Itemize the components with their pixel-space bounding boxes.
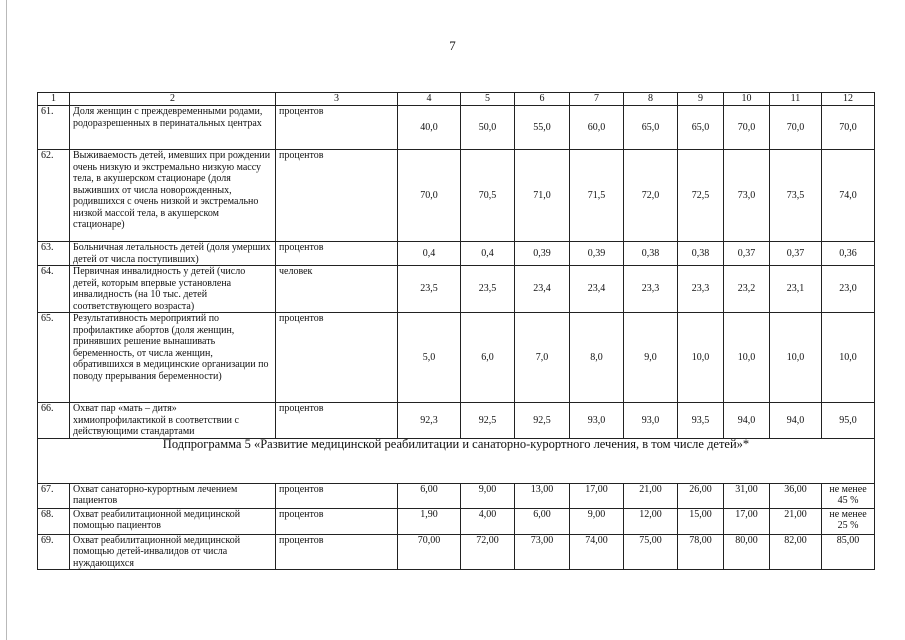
indicator-value: 72,0 [624,150,678,242]
indicator-value: 1,90 [398,508,461,534]
indicator-value: 65,0 [678,106,724,150]
indicator-value: 9,0 [624,313,678,403]
column-number-cell: 5 [461,93,515,106]
indicator-name: Охват реабилитационной медицинской помощью пациентов [70,508,276,534]
indicator-value: 0,38 [678,242,724,266]
unit-of-measure: процентов [276,313,398,403]
indicator-value: 9,00 [570,508,624,534]
table-row [38,242,875,266]
indicator-value: 23,1 [770,266,822,313]
indicator-value: 93,5 [678,403,724,439]
table-row [38,150,875,242]
indicator-value: 80,00 [724,534,770,570]
indicator-value: 23,4 [570,266,624,313]
indicator-value: 23,5 [398,266,461,313]
column-number-cell: 11 [770,93,822,106]
indicator-value: 23,3 [678,266,724,313]
indicator-name: Охват реабилитационной медицинской помощью детей-инвалидов от числа нуждающихся [70,534,276,570]
table-row [38,534,875,570]
indicator-name: Выживаемость детей, имевших при рождении очень низкую и экстремально низкую массу тела, в акушерском стационаре (доля выживших от числа новорожденных, родившихся с очень низкой и экстремально низкой массой тела, в акушерском стационаре) [70,150,276,242]
indicator-value: 74,00 [570,534,624,570]
row-number: 63. [38,242,70,266]
indicator-value: не менее 25 % [822,508,875,534]
indicator-value: 0,4 [398,242,461,266]
indicator-value: 92,5 [461,403,515,439]
indicator-value: 0,38 [624,242,678,266]
indicator-value: 10,0 [770,313,822,403]
indicator-value: 60,0 [570,106,624,150]
subprogram-row [38,438,875,483]
indicator-value: 70,0 [724,106,770,150]
table-row [38,508,875,534]
indicator-value: 31,00 [724,483,770,508]
column-number-cell: 8 [624,93,678,106]
indicator-value: 4,00 [461,508,515,534]
subprogram-title: Подпрограмма 5 «Развитие медицинской реабилитации и санаторно-курортного лечения, в том числе детей»* [38,438,875,483]
indicator-value: 82,00 [770,534,822,570]
row-number: 69. [38,534,70,570]
indicators-table [37,92,875,570]
indicator-value: 94,0 [724,403,770,439]
indicator-value: 12,00 [624,508,678,534]
indicator-value: 70,0 [770,106,822,150]
indicator-value: 0,39 [515,242,570,266]
indicator-value: 85,00 [822,534,875,570]
indicator-value: 70,5 [461,150,515,242]
row-number: 68. [38,508,70,534]
column-number-cell: 1 [38,93,70,106]
indicator-value: 17,00 [570,483,624,508]
row-number: 67. [38,483,70,508]
indicator-value: 93,0 [624,403,678,439]
indicator-value: 23,5 [461,266,515,313]
column-number-cell: 7 [570,93,624,106]
indicator-name: Доля женщин с преждевременными родами, родоразрешенных в перинатальных центрах [70,106,276,150]
indicator-value: 74,0 [822,150,875,242]
indicator-value: 10,0 [822,313,875,403]
indicator-value: 0,37 [724,242,770,266]
row-number: 66. [38,403,70,439]
page-number: 7 [449,38,456,53]
indicator-value: 0,39 [570,242,624,266]
indicator-name: Охват санаторно-курортным лечением пациентов [70,483,276,508]
indicator-value: 71,5 [570,150,624,242]
indicator-value: 21,00 [624,483,678,508]
table-row [38,483,875,508]
table-row [38,106,875,150]
indicator-value: 9,00 [461,483,515,508]
indicator-value: 5,0 [398,313,461,403]
indicator-value: 65,0 [624,106,678,150]
indicator-value: 0,4 [461,242,515,266]
column-number-row [38,93,875,106]
indicator-name: Охват пар «мать – дитя» химиопрофилактикой в соответствии с действующими стандартами [70,403,276,439]
unit-of-measure: процентов [276,534,398,570]
indicator-value: 0,37 [770,242,822,266]
indicator-name: Больничная летальность детей (доля умерших детей от числа поступивших) [70,242,276,266]
indicator-value: 8,0 [570,313,624,403]
table-row [38,266,875,313]
column-number-cell: 10 [724,93,770,106]
indicator-value: 73,00 [515,534,570,570]
unit-of-measure: процентов [276,403,398,439]
unit-of-measure: человек [276,266,398,313]
indicator-value: 23,2 [724,266,770,313]
indicator-value: 73,0 [724,150,770,242]
indicator-value: 10,0 [678,313,724,403]
column-number-cell: 6 [515,93,570,106]
indicator-value: 6,00 [515,508,570,534]
left-margin-line [6,0,7,640]
unit-of-measure: процентов [276,150,398,242]
indicator-value: 50,0 [461,106,515,150]
indicator-value: 26,00 [678,483,724,508]
row-number: 65. [38,313,70,403]
unit-of-measure: процентов [276,106,398,150]
row-number: 64. [38,266,70,313]
indicator-value: 40,0 [398,106,461,150]
table-row [38,313,875,403]
unit-of-measure: процентов [276,483,398,508]
row-number: 62. [38,150,70,242]
indicator-value: 78,00 [678,534,724,570]
indicator-value: 0,36 [822,242,875,266]
unit-of-measure: процентов [276,508,398,534]
indicator-value: 72,5 [678,150,724,242]
indicator-value: 55,0 [515,106,570,150]
indicator-value: 72,00 [461,534,515,570]
indicator-value: не менее 45 % [822,483,875,508]
indicator-value: 93,0 [570,403,624,439]
indicator-value: 92,5 [515,403,570,439]
indicator-value: 7,0 [515,313,570,403]
row-number: 61. [38,106,70,150]
indicator-value: 36,00 [770,483,822,508]
indicator-value: 15,00 [678,508,724,534]
indicator-value: 73,5 [770,150,822,242]
column-number-cell: 9 [678,93,724,106]
indicator-value: 95,0 [822,403,875,439]
indicator-value: 70,0 [398,150,461,242]
indicator-value: 6,00 [398,483,461,508]
unit-of-measure: процентов [276,242,398,266]
indicator-value: 92,3 [398,403,461,439]
indicator-value: 17,00 [724,508,770,534]
indicator-value: 23,4 [515,266,570,313]
indicator-value: 13,00 [515,483,570,508]
indicator-value: 23,3 [624,266,678,313]
column-number-cell: 2 [70,93,276,106]
indicator-name: Результативность мероприятий по профилактике абортов (доля женщин, принявших решение вынашивать беременность, от числа женщин, обратившихся в медицинские организации по поводу прерывания беременности) [70,313,276,403]
indicator-value: 10,0 [724,313,770,403]
indicator-name: Первичная инвалидность у детей (число детей, которым впервые установлена инвалидность (на 10 тыс. детей соответствующего возраста) [70,266,276,313]
table-row [38,403,875,439]
indicator-value: 6,0 [461,313,515,403]
indicator-value: 23,0 [822,266,875,313]
column-number-cell: 12 [822,93,875,106]
indicator-value: 94,0 [770,403,822,439]
indicator-value: 70,00 [398,534,461,570]
indicator-value: 70,0 [822,106,875,150]
column-number-cell: 3 [276,93,398,106]
indicator-value: 21,00 [770,508,822,534]
indicator-value: 75,00 [624,534,678,570]
column-number-cell: 4 [398,93,461,106]
indicator-value: 71,0 [515,150,570,242]
